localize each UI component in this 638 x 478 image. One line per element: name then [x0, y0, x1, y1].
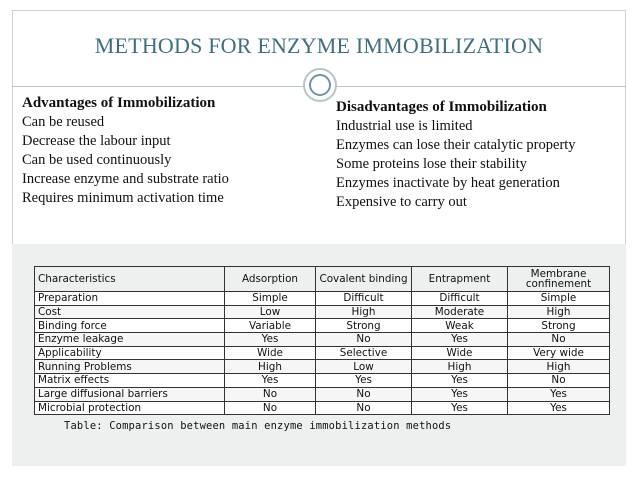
table-cell: Yes [508, 401, 610, 415]
table-header-cell: Adsorption [225, 267, 316, 292]
advantage-item: Can be used continuously [22, 152, 172, 168]
table-cell: Preparation [35, 292, 225, 306]
table-cell: Yes [316, 374, 412, 388]
table-row [35, 305, 610, 319]
table-cell: No [225, 387, 316, 401]
disadvantages-column [336, 98, 618, 212]
table-cell: High [316, 305, 412, 319]
advantage-item: Requires minimum activation time [22, 190, 224, 206]
table-cell: Selective [316, 346, 412, 360]
disadvantages-heading: Disadvantages of Immobilization [336, 99, 547, 115]
table-cell: Wide [225, 346, 316, 360]
table-cell: Difficult [412, 292, 508, 306]
table-cell: Matrix effects [35, 374, 225, 388]
advantage-item: Can be reused [22, 114, 105, 130]
disadvantage-item: Expensive to carry out [336, 194, 467, 210]
table-header-cell: Characteristics [35, 267, 225, 292]
table-cell: Very wide [508, 346, 610, 360]
table-row [35, 401, 610, 415]
table-cell: High [225, 360, 316, 374]
table-cell: No [508, 333, 610, 347]
table-cell: Yes [412, 374, 508, 388]
advantages-heading: Advantages of Immobilization [22, 95, 216, 111]
table-cell: Low [316, 360, 412, 374]
disadvantage-item: Industrial use is limited [336, 118, 473, 134]
table-header-cell: Entrapment [412, 267, 508, 292]
table-cell: Yes [412, 387, 508, 401]
disadvantage-item: Some proteins lose their stability [336, 156, 527, 172]
table-header-cell: Covalent binding [316, 267, 412, 292]
table-row [35, 346, 610, 360]
table-cell: No [316, 387, 412, 401]
table-cell: High [508, 305, 610, 319]
table-row [35, 292, 610, 306]
table-cell: Large diffusional barriers [35, 387, 225, 401]
table-row [35, 319, 610, 333]
table-cell: Moderate [412, 305, 508, 319]
table-row [35, 374, 610, 388]
table-cell: Yes [225, 374, 316, 388]
advantage-item: Decrease the labour input [22, 133, 171, 149]
table-cell: No [316, 333, 412, 347]
table-cell: No [508, 374, 610, 388]
comparison-table [34, 266, 610, 415]
table-cell: Yes [412, 401, 508, 415]
disadvantage-item: Enzymes can lose their catalytic property [336, 137, 576, 153]
table-cell: Difficult [316, 292, 412, 306]
table-row [35, 360, 610, 374]
table-cell: Simple [508, 292, 610, 306]
table-cell: No [225, 401, 316, 415]
table-cell: Wide [412, 346, 508, 360]
table-cell: Strong [316, 319, 412, 333]
table-cell: High [412, 360, 508, 374]
table-caption: Table: Comparison between main enzyme immobilization methods [64, 420, 452, 432]
table-cell: Microbial protection [35, 401, 225, 415]
table-cell: High [508, 360, 610, 374]
advantage-item: Increase enzyme and substrate ratio [22, 171, 229, 187]
table-cell: Strong [508, 319, 610, 333]
table-header-cell: Membrane confinement [508, 267, 610, 292]
table-cell: Enzyme leakage [35, 333, 225, 347]
disadvantage-item: Enzymes inactivate by heat generation [336, 175, 560, 191]
table-cell: Yes [508, 387, 610, 401]
table-cell: Yes [225, 333, 316, 347]
table-cell: Applicability [35, 346, 225, 360]
divider-inner-circle [309, 74, 331, 96]
advantages-column [22, 94, 297, 208]
table-cell: Low [225, 305, 316, 319]
table-cell: No [316, 401, 412, 415]
table-cell: Cost [35, 305, 225, 319]
table-row [35, 333, 610, 347]
table-cell: Running Problems [35, 360, 225, 374]
table-header-row [35, 267, 610, 292]
table-cell: Simple [225, 292, 316, 306]
table-cell: Binding force [35, 319, 225, 333]
table-cell: Weak [412, 319, 508, 333]
table-cell: Yes [412, 333, 508, 347]
table-row [35, 387, 610, 401]
slide-title: METHODS FOR ENZYME IMMOBILIZATION [94, 33, 544, 58]
divider-circle-ornament [303, 68, 337, 102]
table-cell: Variable [225, 319, 316, 333]
